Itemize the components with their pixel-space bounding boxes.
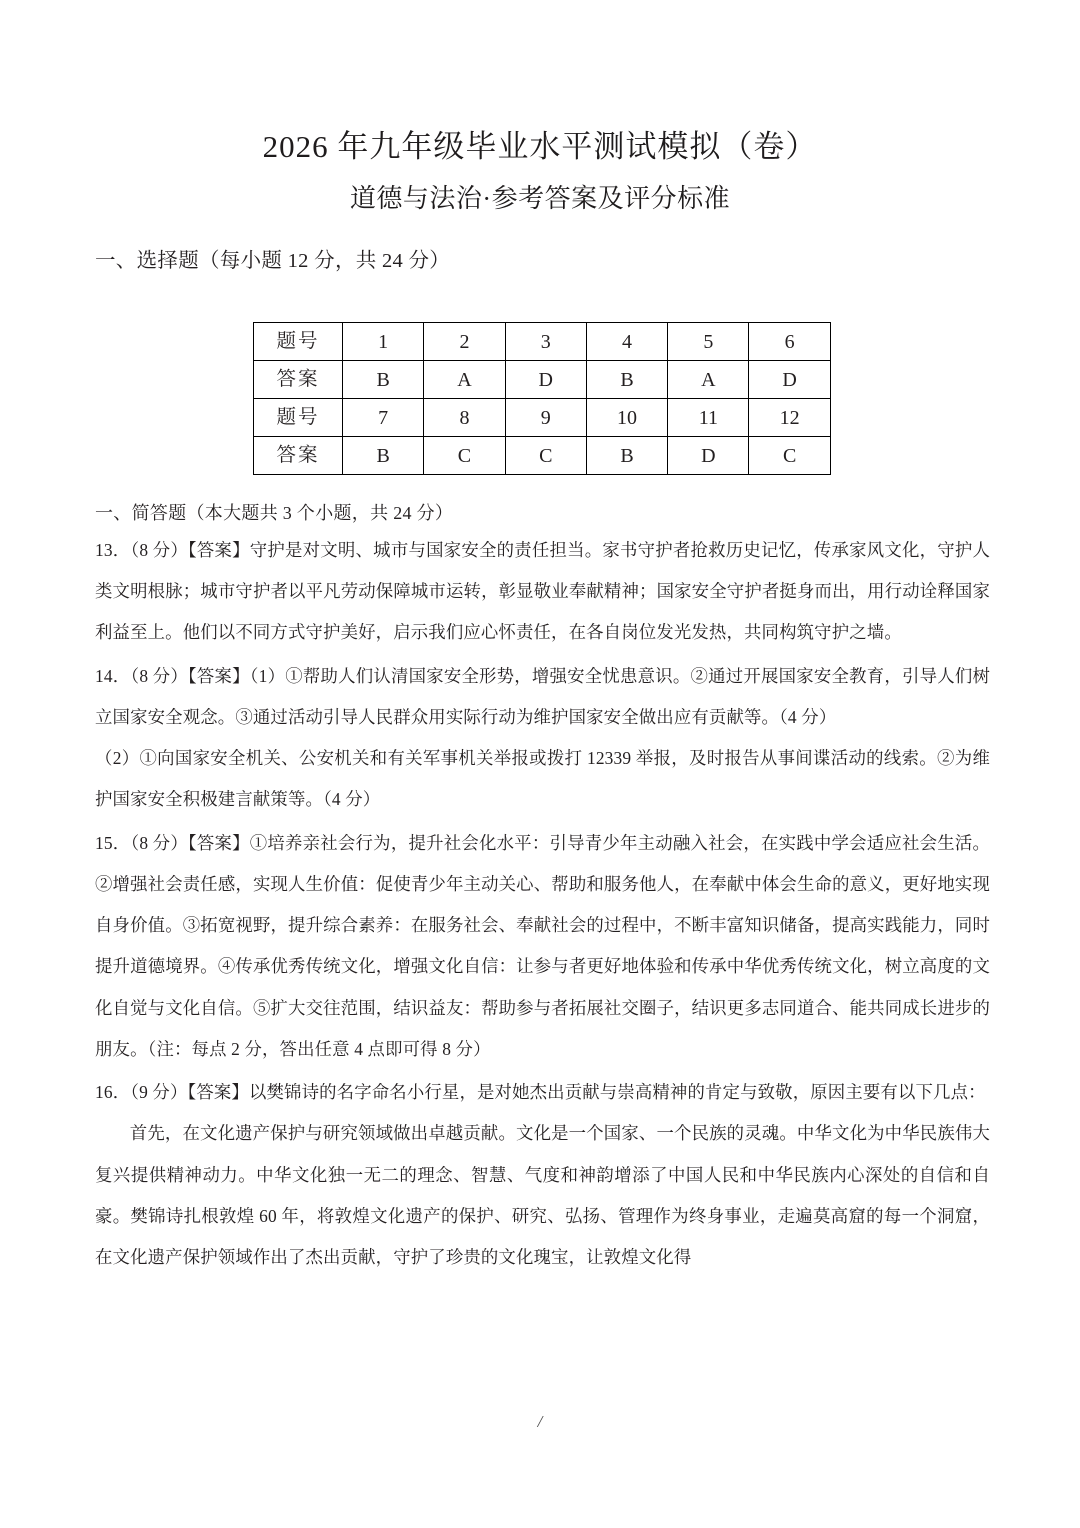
table-cell: 6 bbox=[749, 323, 830, 361]
table-cell: 8 bbox=[424, 399, 505, 437]
page-subtitle: 道德与法治·参考答案及评分标准 bbox=[349, 183, 731, 213]
table-cell: D bbox=[749, 361, 830, 399]
row-label: 答案 bbox=[254, 361, 343, 399]
page-footer-mark: / bbox=[537, 1412, 543, 1431]
table-cell: D bbox=[668, 437, 749, 475]
answer-table-container bbox=[0, 278, 1080, 475]
answer-paragraph-q14-2: （2）①向国家安全机关、公安机关和有关军事机关举报或拨打 12339 举报，及时报告从事间谍活动的线索。②为维护国家安全积极建言献策等。（4 分） bbox=[95, 748, 990, 810]
table-row bbox=[254, 361, 831, 399]
table-cell: C bbox=[424, 437, 505, 475]
table-cell: B bbox=[343, 361, 424, 399]
table-row bbox=[254, 437, 831, 475]
section-heading-choice: 一、选择题（每小题 12 分，共 24 分） bbox=[95, 250, 451, 273]
table-cell: B bbox=[586, 437, 667, 475]
table-cell: A bbox=[424, 361, 505, 399]
table-cell: 1 bbox=[343, 323, 424, 361]
table-cell: 3 bbox=[505, 323, 586, 361]
table-row bbox=[254, 399, 831, 437]
table-cell: 10 bbox=[586, 399, 667, 437]
answer-paragraph-q15: 15．（8 分）【答案】①培养亲社会行为，提升社会化水平：引导青少年主动融入社会，在实践中学会适应社会生活。②增强社会责任感，实现人生价值：促使青少年主动关心、帮助和服务他人，在奉献中体会生命的意义，更好地实现自身价值。③拓宽视野，提升综合素养：在服务社会、奉献社会的过程中，不断丰富知识储备，提高实践能力，同时提升道德境界。④传承优秀传统文化，增强文化自信：让参与者更好地体验和传承中华优秀传统文化，树立高度的文化自觉与文化自信。⑤扩大交往范围，结识益友：帮助参与者拓展社交圈子，结识更多志同道合、能共同成长进步的朋友。（注：每点 2 分，答出任意 4 点即可得 8 分） bbox=[95, 832, 990, 1059]
answer-paragraph-q16-intro: 16．（9 分）【答案】以樊锦诗的名字命名小行星，是对她杰出贡献与崇高精神的肯定与致敬，原因主要有以下几点： bbox=[95, 1082, 986, 1103]
answer-paragraph-q16-body: 首先，在文化遗产保护与研究领域做出卓越贡献。文化是一个国家、一个民族的灵魂。中华文化为中华民族伟大复兴提供精神动力。中华文化独一无二的理念、智慧、气度和神韵增添了中国人民和中华民族内心深处的自信和自豪。樊锦诗扎根敦煌 60 年，将敦煌文化遗产的保护、研究、弘扬、管理作为终身事业，走遍莫高窟的每一个洞窟，在文化遗产保护领域作出了杰出贡献，守护了珍贵的文化瑰宝，让敦煌文化得 bbox=[95, 1123, 990, 1268]
table-cell: 11 bbox=[668, 399, 749, 437]
table-cell: 4 bbox=[586, 323, 667, 361]
answer-paragraph-q13: 13．（8 分）【答案】守护是对文明、城市与国家安全的责任担当。家书守护者抢救历史记忆，传承家风文化，守护人类文明根脉；城市守护者以平凡劳动保障城市运转，彰显敬业奉献精神；国家安全守护者挺身而出，用行动诠释国家利益至上。他们以不同方式守护美好，启示我们应心怀责任，在各自岗位发光发热，共同构筑守护之墙。 bbox=[95, 539, 990, 643]
table-cell: B bbox=[343, 437, 424, 475]
table-row bbox=[254, 323, 831, 361]
table-cell: 5 bbox=[668, 323, 749, 361]
table-cell: D bbox=[505, 361, 586, 399]
answer-paragraph-q14-1: 14．（8 分）【答案】（1）①帮助人们认清国家安全形势，增强安全忧患意识。②通过开展国家安全教育，引导人们树立国家安全观念。③通过活动引导人民群众用实际行动为维护国家安全做出应有贡献等。（4 分） bbox=[95, 665, 990, 727]
table-cell: C bbox=[749, 437, 830, 475]
answer-table bbox=[253, 322, 831, 475]
answers-body bbox=[0, 530, 1080, 1279]
table-cell: 12 bbox=[749, 399, 830, 437]
row-label: 题号 bbox=[254, 399, 343, 437]
table-cell: 9 bbox=[505, 399, 586, 437]
section-heading-short-answer: 一、简答题（本大题共 3 个小题，共 24 分） bbox=[95, 503, 454, 524]
table-cell: 7 bbox=[343, 399, 424, 437]
row-label: 答案 bbox=[254, 437, 343, 475]
table-cell: B bbox=[586, 361, 667, 399]
page-title: 2026 年九年级毕业水平测试模拟（卷） bbox=[262, 129, 818, 164]
table-cell: 2 bbox=[424, 323, 505, 361]
table-cell: A bbox=[668, 361, 749, 399]
table-cell: C bbox=[505, 437, 586, 475]
row-label: 题号 bbox=[254, 323, 343, 361]
